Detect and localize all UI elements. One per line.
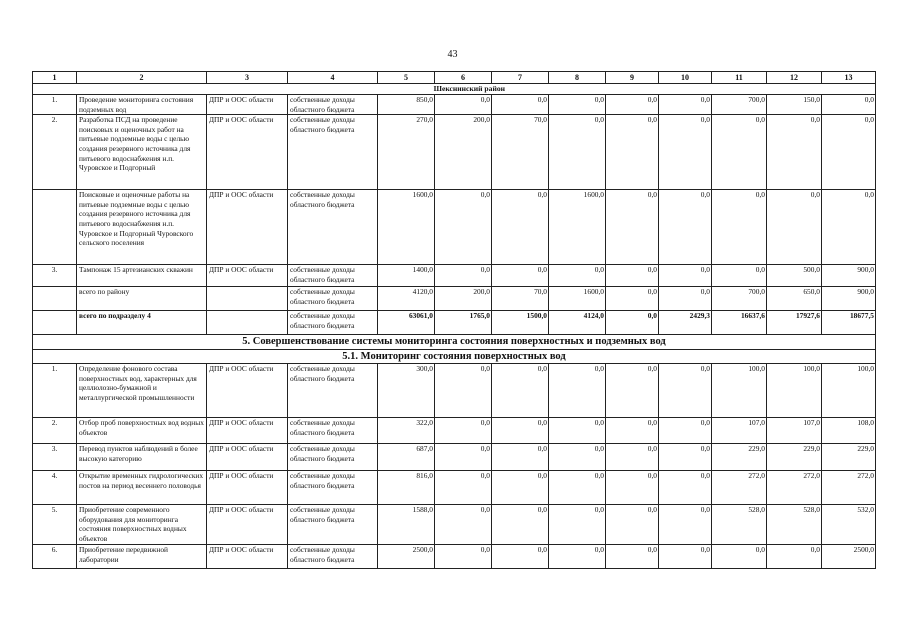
amount-cell: 0,0 xyxy=(549,418,606,444)
amount-cell: 272,0 xyxy=(712,471,767,505)
amount-cell: 0,0 xyxy=(659,265,712,287)
amount-cell: 2429,3 xyxy=(659,311,712,335)
amount-cell: 0,0 xyxy=(435,444,492,471)
amount-cell: 0,0 xyxy=(549,505,606,545)
funding-source: собственные доходы областного бюджета xyxy=(288,311,378,335)
column-header: 8 xyxy=(549,72,606,84)
amount-cell: 0,0 xyxy=(492,418,549,444)
amount-cell: 0,0 xyxy=(767,190,822,265)
executor: ДПР и ООС области xyxy=(207,190,288,265)
amount-cell: 0,0 xyxy=(606,115,659,190)
row-number: 1. xyxy=(33,95,77,115)
amount-cell: 0,0 xyxy=(549,364,606,418)
table-row xyxy=(33,190,876,265)
executor xyxy=(207,287,288,311)
subsection-row xyxy=(33,350,876,364)
amount-cell: 1600,0 xyxy=(549,190,606,265)
funding-source: собственные доходы областного бюджета xyxy=(288,418,378,444)
amount-cell: 0,0 xyxy=(712,265,767,287)
amount-cell: 272,0 xyxy=(822,471,876,505)
funding-source: собственные доходы областного бюджета xyxy=(288,364,378,418)
table-row xyxy=(33,364,876,418)
table-row xyxy=(33,545,876,569)
row-number: 3. xyxy=(33,444,77,471)
amount-cell: 70,0 xyxy=(492,115,549,190)
amount-cell: 0,0 xyxy=(492,190,549,265)
amount-cell: 63061,0 xyxy=(378,311,435,335)
amount-cell: 0,0 xyxy=(435,471,492,505)
activity-name: Проведение мониторинга состояния подземных вод xyxy=(77,95,207,115)
amount-cell: 17927,6 xyxy=(767,311,822,335)
table-row xyxy=(33,265,876,287)
row-number: 4. xyxy=(33,471,77,505)
amount-cell: 0,0 xyxy=(606,190,659,265)
activity-name: Определение фонового состава поверхностных вод, характерных для целлюлозно-бумажной и металлургической промышленности xyxy=(77,364,207,418)
row-number: 2. xyxy=(33,418,77,444)
amount-cell: 0,0 xyxy=(659,505,712,545)
amount-cell: 500,0 xyxy=(767,265,822,287)
amount-cell: 0,0 xyxy=(435,505,492,545)
amount-cell: 1500,0 xyxy=(492,311,549,335)
amount-cell: 0,0 xyxy=(492,444,549,471)
amount-cell: 0,0 xyxy=(606,471,659,505)
column-header: 13 xyxy=(822,72,876,84)
activity-name: всего по району xyxy=(77,287,207,311)
funding-source: собственные доходы областного бюджета xyxy=(288,115,378,190)
amount-cell: 229,0 xyxy=(712,444,767,471)
amount-cell: 108,0 xyxy=(822,418,876,444)
amount-cell: 100,0 xyxy=(822,364,876,418)
amount-cell: 100,0 xyxy=(767,364,822,418)
amount-cell: 1400,0 xyxy=(378,265,435,287)
funding-source: собственные доходы областного бюджета xyxy=(288,444,378,471)
amount-cell: 700,0 xyxy=(712,287,767,311)
row-number: 6. xyxy=(33,545,77,569)
row-number: 3. xyxy=(33,265,77,287)
amount-cell: 0,0 xyxy=(822,190,876,265)
amount-cell: 0,0 xyxy=(767,545,822,569)
amount-cell: 0,0 xyxy=(659,444,712,471)
section-row xyxy=(33,335,876,350)
table-row xyxy=(33,444,876,471)
amount-cell: 0,0 xyxy=(659,471,712,505)
funding-source: собственные доходы областного бюджета xyxy=(288,545,378,569)
executor xyxy=(207,311,288,335)
amount-cell: 270,0 xyxy=(378,115,435,190)
amount-cell: 0,0 xyxy=(435,95,492,115)
amount-cell: 0,0 xyxy=(712,190,767,265)
funding-source: собственные доходы областного бюджета xyxy=(288,505,378,545)
amount-cell: 0,0 xyxy=(822,115,876,190)
amount-cell: 0,0 xyxy=(606,444,659,471)
subsection-total-row xyxy=(33,311,876,335)
column-header: 6 xyxy=(435,72,492,84)
amount-cell: 0,0 xyxy=(549,115,606,190)
executor: ДПР и ООС области xyxy=(207,545,288,569)
executor: ДПР и ООС области xyxy=(207,265,288,287)
row-number xyxy=(33,287,77,311)
amount-cell: 0,0 xyxy=(549,265,606,287)
activity-name: Приобретение передвижной лаборатории xyxy=(77,545,207,569)
amount-cell: 107,0 xyxy=(767,418,822,444)
budget-table xyxy=(32,71,876,569)
section-title: 5. Совершенствование системы мониторинга состояния поверхностных и подземных вод xyxy=(33,335,876,350)
amount-cell: 900,0 xyxy=(822,265,876,287)
funding-source: собственные доходы областного бюджета xyxy=(288,190,378,265)
amount-cell: 4120,0 xyxy=(378,287,435,311)
amount-cell: 322,0 xyxy=(378,418,435,444)
funding-source: собственные доходы областного бюджета xyxy=(288,265,378,287)
row-number: 2. xyxy=(33,115,77,190)
activity-name: Поисковые и оценочные работы на питьевые подземные воды с целью создания резервного источника для питьевого водоснабжения н.п. Чуровское и Подгорный Чуровского сельского поселения xyxy=(77,190,207,265)
activity-name: Разработка ПСД на проведение поисковых и оценочных работ на питьевые подземные воды с целью создания резервного источника для питьевого водоснабжения н.п. Чуровское и Подгорный xyxy=(77,115,207,190)
activity-name: Приобретение современного оборудования для мониторинга состояния поверхностных водных объектов xyxy=(77,505,207,545)
amount-cell: 0,0 xyxy=(492,471,549,505)
amount-cell: 528,0 xyxy=(712,505,767,545)
amount-cell: 229,0 xyxy=(767,444,822,471)
amount-cell: 0,0 xyxy=(712,545,767,569)
row-number: 5. xyxy=(33,505,77,545)
column-header: 1 xyxy=(33,72,77,84)
amount-cell: 107,0 xyxy=(712,418,767,444)
amount-cell: 0,0 xyxy=(435,190,492,265)
amount-cell: 532,0 xyxy=(822,505,876,545)
amount-cell: 0,0 xyxy=(435,364,492,418)
amount-cell: 528,0 xyxy=(767,505,822,545)
row-number xyxy=(33,190,77,265)
subsection-title: 5.1. Мониторинг состояния поверхностных вод xyxy=(33,350,876,364)
amount-cell: 272,0 xyxy=(767,471,822,505)
amount-cell: 0,0 xyxy=(549,444,606,471)
executor: ДПР и ООС области xyxy=(207,418,288,444)
amount-cell: 0,0 xyxy=(606,311,659,335)
column-header: 12 xyxy=(767,72,822,84)
amount-cell: 0,0 xyxy=(659,418,712,444)
amount-cell: 1588,0 xyxy=(378,505,435,545)
column-header: 4 xyxy=(288,72,378,84)
district-title: Шекснинский район xyxy=(33,84,876,95)
amount-cell: 229,0 xyxy=(822,444,876,471)
page-number: 43 xyxy=(447,49,458,60)
executor: ДПР и ООС области xyxy=(207,444,288,471)
amount-cell: 0,0 xyxy=(606,364,659,418)
row-number: 1. xyxy=(33,364,77,418)
column-header: 10 xyxy=(659,72,712,84)
amount-cell: 0,0 xyxy=(492,505,549,545)
executor: ДПР и ООС области xyxy=(207,95,288,115)
amount-cell: 200,0 xyxy=(435,287,492,311)
table-row xyxy=(33,95,876,115)
amount-cell: 700,0 xyxy=(712,95,767,115)
column-header: 9 xyxy=(606,72,659,84)
amount-cell: 0,0 xyxy=(492,364,549,418)
table-row xyxy=(33,418,876,444)
amount-cell: 0,0 xyxy=(606,95,659,115)
table-row xyxy=(33,505,876,545)
total-label: всего по подразделу 4 xyxy=(77,311,207,335)
district-row xyxy=(33,84,876,95)
activity-name: Открытие временных гидрологических постов на период весеннего половодья xyxy=(77,471,207,505)
amount-cell: 0,0 xyxy=(606,545,659,569)
amount-cell: 0,0 xyxy=(659,545,712,569)
amount-cell: 0,0 xyxy=(767,115,822,190)
executor: ДПР и ООС области xyxy=(207,505,288,545)
amount-cell: 18677,5 xyxy=(822,311,876,335)
column-header: 7 xyxy=(492,72,549,84)
table-row xyxy=(33,471,876,505)
table-row xyxy=(33,287,876,311)
row-number xyxy=(33,311,77,335)
column-header: 3 xyxy=(207,72,288,84)
amount-cell: 0,0 xyxy=(606,505,659,545)
amount-cell: 0,0 xyxy=(822,95,876,115)
amount-cell: 16637,6 xyxy=(712,311,767,335)
amount-cell: 687,0 xyxy=(378,444,435,471)
amount-cell: 2500,0 xyxy=(378,545,435,569)
funding-source: собственные доходы областного бюджета xyxy=(288,95,378,115)
amount-cell: 0,0 xyxy=(606,265,659,287)
amount-cell: 150,0 xyxy=(767,95,822,115)
column-header: 11 xyxy=(712,72,767,84)
column-header: 2 xyxy=(77,72,207,84)
amount-cell: 4124,0 xyxy=(549,311,606,335)
amount-cell: 0,0 xyxy=(549,471,606,505)
column-header: 5 xyxy=(378,72,435,84)
amount-cell: 0,0 xyxy=(606,287,659,311)
executor: ДПР и ООС области xyxy=(207,115,288,190)
amount-cell: 0,0 xyxy=(435,418,492,444)
amount-cell: 0,0 xyxy=(659,115,712,190)
amount-cell: 850,0 xyxy=(378,95,435,115)
executor: ДПР и ООС области xyxy=(207,364,288,418)
amount-cell: 100,0 xyxy=(712,364,767,418)
amount-cell: 200,0 xyxy=(435,115,492,190)
amount-cell: 70,0 xyxy=(492,287,549,311)
amount-cell: 0,0 xyxy=(492,545,549,569)
amount-cell: 0,0 xyxy=(712,115,767,190)
amount-cell: 2500,0 xyxy=(822,545,876,569)
activity-name: Отбор проб поверхностных вод водных объектов xyxy=(77,418,207,444)
amount-cell: 0,0 xyxy=(606,418,659,444)
amount-cell: 0,0 xyxy=(659,287,712,311)
amount-cell: 300,0 xyxy=(378,364,435,418)
activity-name: Тампонаж 15 артезианских скважин xyxy=(77,265,207,287)
amount-cell: 0,0 xyxy=(659,190,712,265)
amount-cell: 1765,0 xyxy=(435,311,492,335)
funding-source: собственные доходы областного бюджета xyxy=(288,287,378,311)
amount-cell: 0,0 xyxy=(549,545,606,569)
amount-cell: 1600,0 xyxy=(378,190,435,265)
amount-cell: 0,0 xyxy=(435,545,492,569)
amount-cell: 0,0 xyxy=(659,364,712,418)
amount-cell: 900,0 xyxy=(822,287,876,311)
amount-cell: 650,0 xyxy=(767,287,822,311)
amount-cell: 1600,0 xyxy=(549,287,606,311)
table-row xyxy=(33,115,876,190)
executor: ДПР и ООС области xyxy=(207,471,288,505)
amount-cell: 0,0 xyxy=(492,95,549,115)
amount-cell: 0,0 xyxy=(435,265,492,287)
amount-cell: 0,0 xyxy=(659,95,712,115)
header-row xyxy=(33,72,876,84)
amount-cell: 0,0 xyxy=(549,95,606,115)
amount-cell: 816,0 xyxy=(378,471,435,505)
amount-cell: 0,0 xyxy=(492,265,549,287)
activity-name: Перевод пунктов наблюдений в более высокую категорию xyxy=(77,444,207,471)
funding-source: собственные доходы областного бюджета xyxy=(288,471,378,505)
